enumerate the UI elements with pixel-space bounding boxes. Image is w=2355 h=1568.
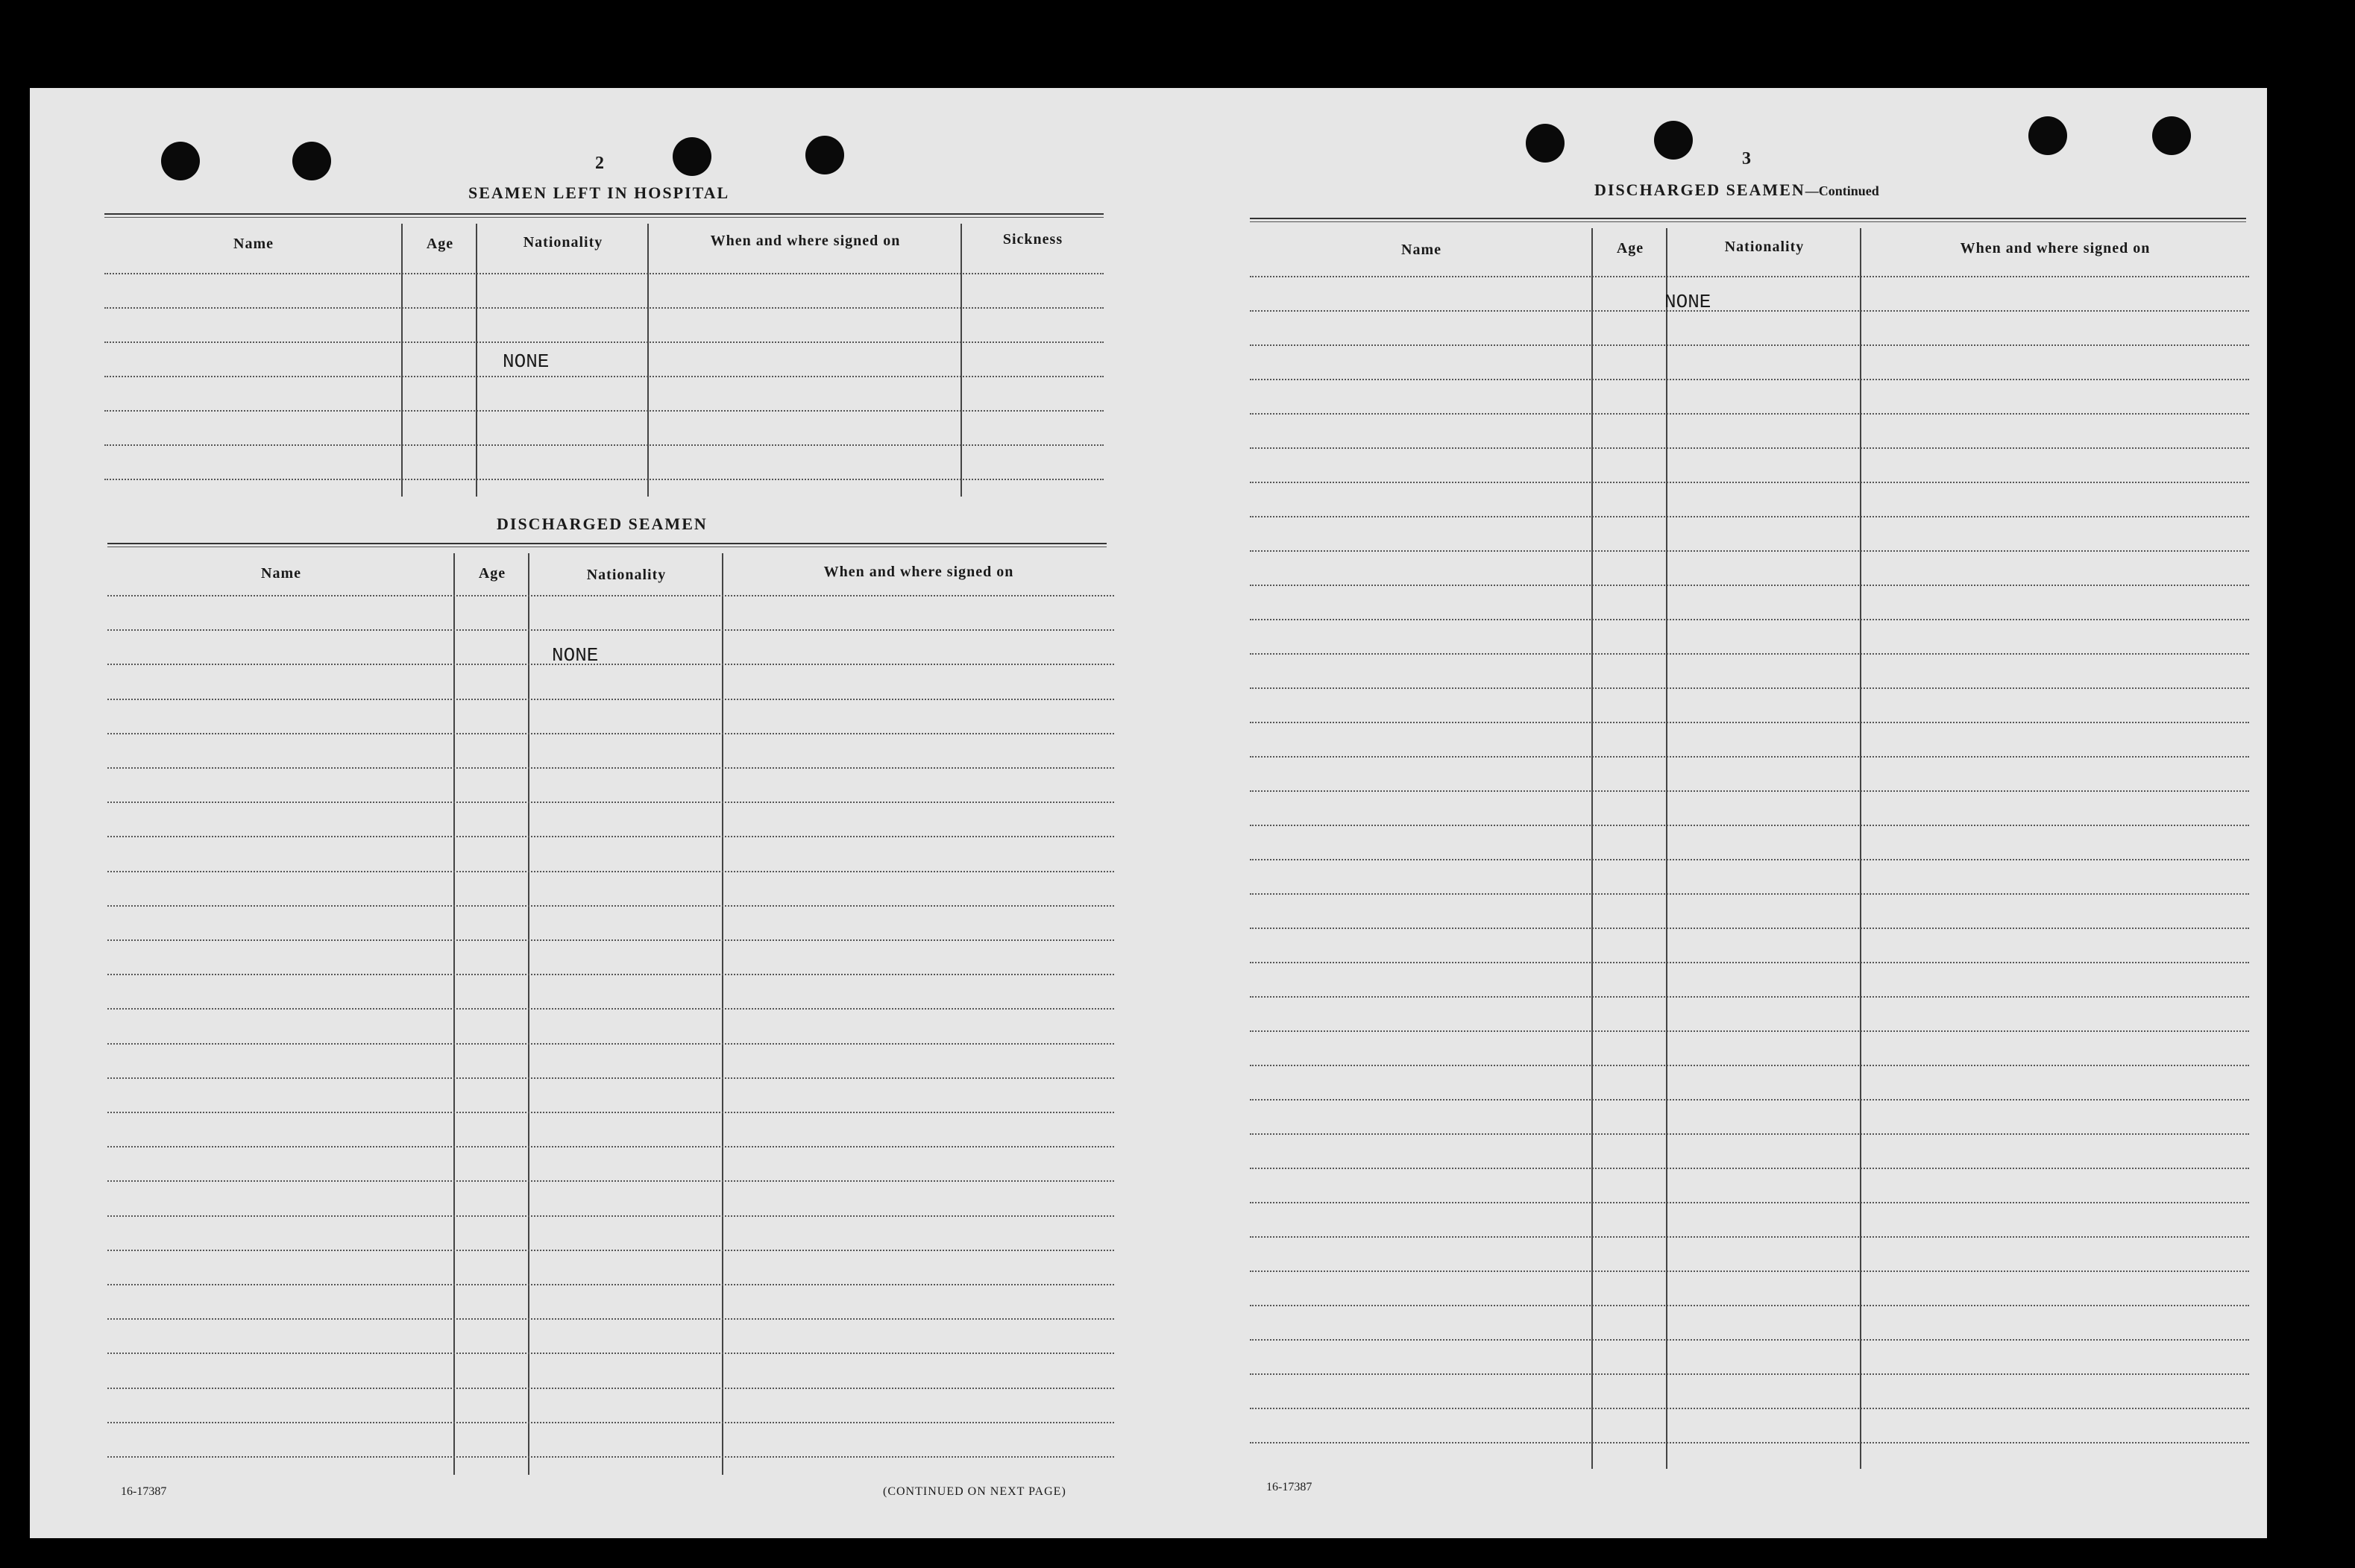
ruled-row-line [1250,722,2249,723]
ruled-row-line [1250,1339,2249,1341]
punch-hole [2152,116,2191,155]
ruled-row-line [107,1422,1114,1423]
punch-hole [2028,116,2067,155]
column-header: When and where signed on [710,233,901,249]
column-header: Name [1401,242,1441,258]
title-text: DISCHARGED SEAMEN [1594,180,1805,199]
ruled-row-line [107,1077,1114,1079]
discharged-entry-value: NONE [552,644,599,667]
page-number-left: 2 [595,154,604,173]
ruled-row-line [107,836,1114,837]
ruled-row-line [107,629,1114,631]
ruled-row-line [1250,859,2249,860]
form-number: 16-17387 [1266,1481,1312,1493]
hospital-entry-value: NONE [503,350,550,373]
column-divider [401,224,403,497]
ruled-row-line [104,307,1104,309]
ruled-row-line [1250,619,2249,620]
ruled-row-line [1250,1236,2249,1238]
form-number: 16-17387 [121,1485,167,1498]
ruled-row-line [107,1146,1114,1147]
ruled-row-line [1250,379,2249,380]
ruled-row-line [1250,482,2249,483]
punch-hole [1654,121,1693,160]
column-header: Name [261,565,301,582]
column-header: Age [426,236,454,252]
ruled-row-line [107,1353,1114,1354]
column-header: When and where signed on [823,564,1014,580]
column-header: When and where signed on [1960,240,2151,256]
ruled-row-line [104,479,1104,480]
ruled-row-line [1250,1099,2249,1101]
ruled-row-line [1250,413,2249,415]
ruled-row-line [1250,1442,2249,1443]
column-divider [722,553,723,1475]
ruled-row-line [1250,825,2249,826]
ruled-row-line [107,1250,1114,1251]
discharged-table [107,550,1114,1475]
title-suffix: —Continued [1805,183,1879,198]
ruled-row-line [1250,996,2249,998]
ruled-row-line [1250,687,2249,689]
ruled-row-line [1250,1168,2249,1169]
ruled-row-line [1250,1202,2249,1203]
discharged-continued-table [1250,225,2249,1470]
ruled-row-line [107,767,1114,769]
ruled-row-line [107,871,1114,872]
column-divider [476,224,477,497]
ruled-row-line [107,1388,1114,1389]
divider [1250,218,2246,222]
punch-hole [805,136,844,174]
ruled-row-line [1250,550,2249,552]
ruled-row-line [107,1043,1114,1045]
ruled-row-line [104,341,1104,343]
ruled-row-line [1250,790,2249,792]
ruled-row-line [1250,1065,2249,1066]
ruled-row-line [107,1318,1114,1320]
ruled-row-line [1250,1373,2249,1375]
right-entry-value: NONE [1664,291,1711,313]
column-header: Nationality [523,234,603,251]
punch-hole [1526,124,1565,163]
column-header: Name [233,236,274,252]
ruled-row-line [1250,962,2249,963]
column-header: Nationality [586,567,667,583]
punch-hole [292,142,331,180]
ruled-row-line [107,1215,1114,1217]
punch-hole [673,137,711,176]
hospital-section-title: SEAMEN LEFT IN HOSPITAL [468,183,730,202]
ruled-row-line [107,733,1114,734]
ruled-row-line [1250,1305,2249,1306]
column-header: Sickness [1002,231,1063,248]
ruled-row-line [104,444,1104,446]
ruled-row-line [1250,928,2249,929]
ruled-row-line [1250,447,2249,449]
punch-hole [161,142,200,180]
column-header: Nationality [1724,239,1805,255]
ruled-row-line [107,939,1114,941]
ruled-row-line [107,802,1114,803]
ruled-row-line [1250,276,2249,277]
column-header: Age [478,565,506,582]
ruled-row-line [1250,344,2249,346]
ruled-row-line [107,905,1114,907]
ruled-row-line [107,595,1114,596]
column-divider [960,224,962,497]
ruled-row-line [107,1456,1114,1458]
column-divider [453,553,455,1475]
ruled-row-line [107,1112,1114,1113]
ruled-row-line [1250,1133,2249,1135]
ruled-row-line [1250,1030,2249,1032]
divider [104,213,1104,218]
ruled-row-line [107,1284,1114,1285]
ruled-row-line [1250,585,2249,586]
ruled-row-line [1250,1408,2249,1409]
ruled-row-line [1250,893,2249,895]
ruled-row-line [107,974,1114,975]
ruled-row-line [107,1180,1114,1182]
ruled-row-line [107,1008,1114,1010]
column-header: Age [1616,240,1644,256]
ruled-row-line [104,376,1104,377]
ruled-row-line [1250,310,2249,312]
ruled-row-line [107,699,1114,700]
continued-note: (CONTINUED ON NEXT PAGE) [883,1485,1066,1498]
ruled-row-line [1250,516,2249,517]
column-divider [647,224,649,497]
ruled-row-line [1250,653,2249,655]
ruled-row-line [1250,756,2249,758]
page-number-right: 3 [1742,149,1751,169]
divider [107,543,1107,547]
ruled-row-line [104,410,1104,412]
ruled-row-line [104,273,1104,274]
discharged-section-title: DISCHARGED SEAMEN [497,514,708,533]
ruled-row-line [1250,1271,2249,1272]
column-divider [528,553,529,1475]
discharged-continued-title [1594,180,1879,200]
hospital-table [104,221,1104,500]
ruled-row-line [107,664,1114,665]
